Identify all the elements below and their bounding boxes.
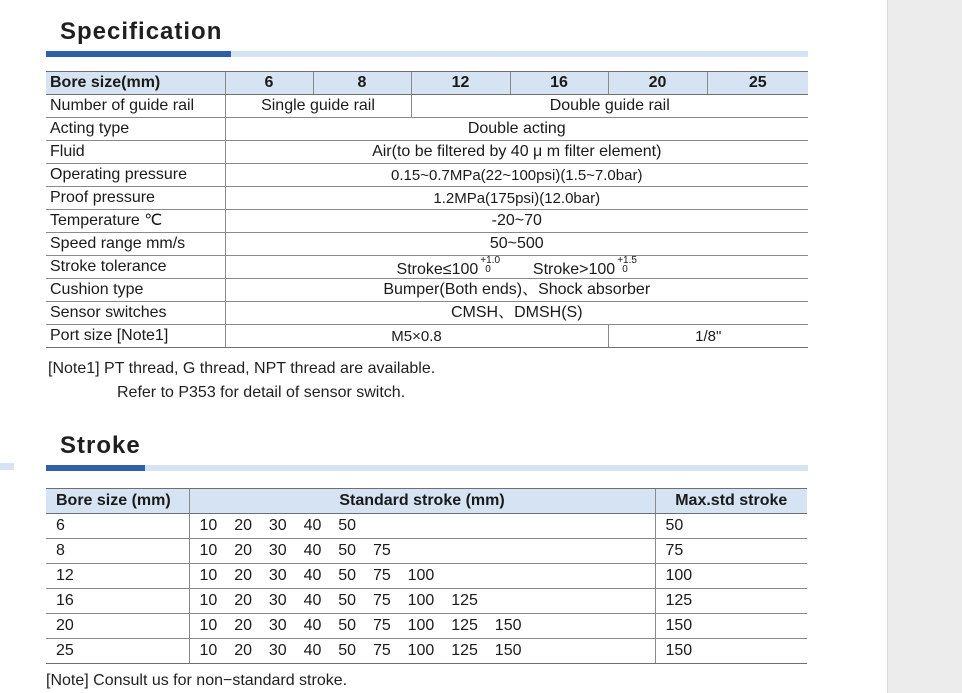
double-guide-rail: Double guide rail [411, 95, 808, 118]
table-row [46, 614, 807, 639]
bore-cell: 6 [46, 514, 189, 539]
row-value: 0.15~0.7MPa(22~100psi)(1.5~7.0bar) [225, 164, 808, 187]
strokes-cell: 10 20 30 40 50 75 100 125 [189, 589, 655, 614]
row-label: Port size [Note1] [46, 325, 225, 348]
strokes-cell: 10 20 30 40 50 [189, 514, 655, 539]
strokes-cell: 10 20 30 40 50 75 100 [189, 564, 655, 589]
max-cell: 50 [655, 514, 807, 539]
table-row [46, 639, 807, 664]
bore-cell: 16 [46, 589, 189, 614]
bore-size-header: Bore size (mm) [46, 489, 189, 514]
tolerance-left-text: Stroke≤100 [396, 261, 479, 278]
single-guide-rail: Single guide rail [225, 95, 411, 118]
tolerance-left-sub: 0 [485, 264, 491, 275]
tolerance-right-sub: 0 [622, 264, 628, 275]
max-cell: 75 [655, 539, 807, 564]
tolerance-right-fraction [617, 256, 637, 274]
tolerance-left-fraction [480, 256, 500, 274]
row-label: Speed range mm/s [46, 233, 225, 256]
row-value: 50~500 [225, 233, 808, 256]
standard-stroke-header: Standard stroke (mm) [189, 489, 655, 514]
bore-cell: 25 [46, 639, 189, 664]
spec-row-cushion [46, 279, 808, 302]
row-label: Proof pressure [46, 187, 225, 210]
stroke-title-underline [46, 465, 808, 471]
spec-row-port [46, 325, 808, 348]
stroke-header-row [46, 489, 807, 514]
table-row [46, 589, 807, 614]
tolerance-right-sup: +1.5 [617, 255, 637, 266]
row-value: 1.2MPa(175psi)(12.0bar) [225, 187, 808, 210]
spec-table [46, 71, 808, 348]
tolerance-right-text: Stroke>100 [532, 261, 616, 278]
stroke-title-accent [46, 465, 145, 471]
table-row [46, 564, 807, 589]
strokes-cell: 10 20 30 40 50 75 100 125 150 [189, 639, 655, 664]
stroke-table [46, 488, 807, 664]
decorative-stub [0, 463, 14, 470]
max-cell: 150 [655, 614, 807, 639]
spec-row-temperature [46, 210, 808, 233]
row-value: -20~70 [225, 210, 808, 233]
table-row [46, 514, 807, 539]
max-cell: 100 [655, 564, 807, 589]
row-label: Cushion type [46, 279, 225, 302]
max-stroke-header: Max.std stroke [655, 489, 807, 514]
stroke-section-title: Stroke [60, 432, 141, 459]
spec-row-proof-pressure [46, 187, 808, 210]
stroke-tolerance-value [225, 256, 808, 279]
row-label: Acting type [46, 118, 225, 141]
spec-row-speed [46, 233, 808, 256]
max-cell: 125 [655, 589, 807, 614]
spec-row-acting [46, 118, 808, 141]
row-value: Air(to be filtered by 40 μ m filter element) [225, 141, 808, 164]
stroke-note: [Note] Consult us for non−standard stroke. [46, 672, 348, 689]
bore-25: 25 [707, 72, 808, 95]
bore-6: 6 [225, 72, 313, 95]
bore-size-header: Bore size(mm) [46, 72, 225, 95]
row-value: Double acting [225, 118, 808, 141]
spec-header-row [46, 72, 808, 95]
spec-row-sensor [46, 302, 808, 325]
tolerance-left-sup: +1.0 [480, 255, 501, 266]
spec-note-2: Refer to P353 for detail of sensor switch. [117, 384, 406, 401]
spec-row-operating-pressure [46, 164, 808, 187]
row-label: Fluid [46, 141, 225, 164]
spec-section-title: Specification [60, 18, 223, 45]
strokes-cell: 10 20 30 40 50 75 100 125 150 [189, 614, 655, 639]
row-label: Operating pressure [46, 164, 225, 187]
row-label: Sensor switches [46, 302, 225, 325]
bore-16: 16 [510, 72, 608, 95]
row-value: CMSH、DMSH(S) [225, 302, 808, 325]
spec-title-underline [46, 51, 808, 57]
spec-row-stroke-tolerance [46, 256, 808, 279]
port-size-large: 1/8" [608, 325, 808, 348]
bore-12: 12 [411, 72, 510, 95]
strokes-cell: 10 20 30 40 50 75 [189, 539, 655, 564]
bore-cell: 20 [46, 614, 189, 639]
row-value: Bumper(Both ends)、Shock absorber [225, 279, 808, 302]
spec-row-guide-rail [46, 95, 808, 118]
right-gray-panel [887, 0, 962, 693]
table-row [46, 539, 807, 564]
bore-20: 20 [608, 72, 707, 95]
spec-title-accent [46, 51, 231, 57]
spec-row-fluid [46, 141, 808, 164]
bore-cell: 8 [46, 539, 189, 564]
bore-cell: 12 [46, 564, 189, 589]
bore-8: 8 [313, 72, 411, 95]
spec-note-1: [Note1] PT thread, G thread, NPT thread are available. [48, 360, 436, 377]
max-cell: 150 [655, 639, 807, 664]
port-size-small: M5×0.8 [225, 325, 608, 348]
row-label: Number of guide rail [46, 95, 225, 118]
row-label: Temperature ℃ [46, 210, 225, 233]
row-label: Stroke tolerance [46, 256, 225, 279]
